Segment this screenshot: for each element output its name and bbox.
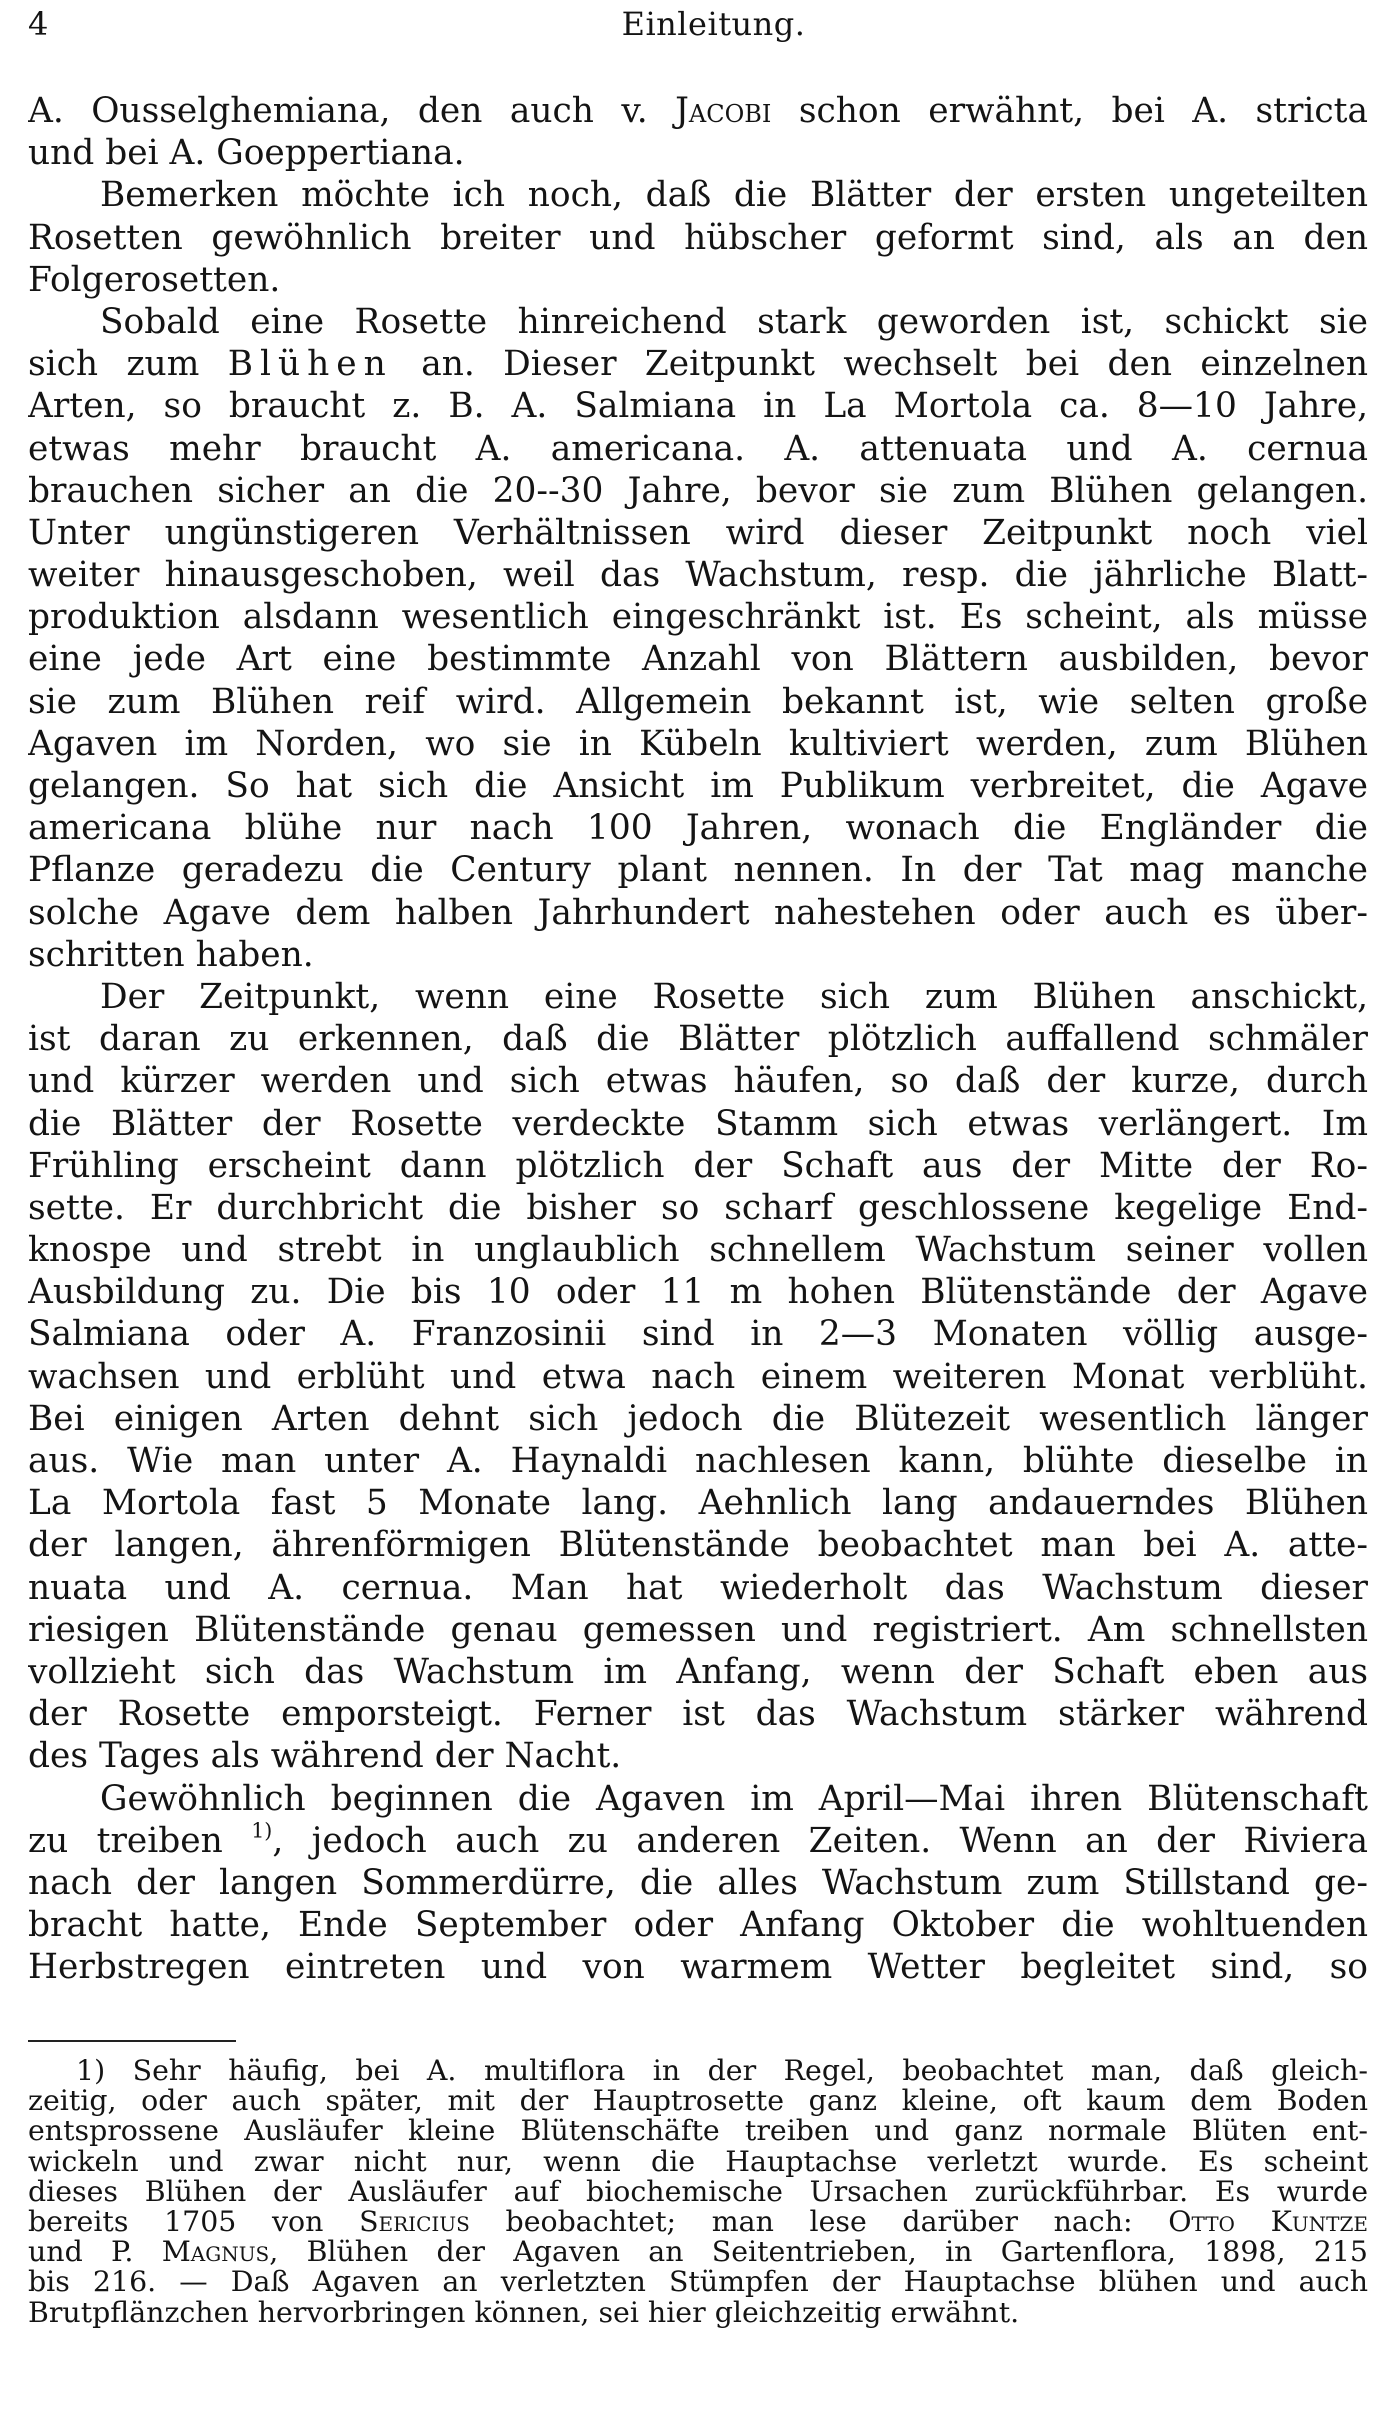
paragraph-start: Der Zeitpunkt, wenn eine Rosette sich zum Blühen anschickt, (100, 976, 1368, 1017)
author-name: Otto Kuntze (1168, 2206, 1368, 2238)
text-line: La Mortola fast 5 Monate lang. Aehnlich lang andauerndes Blühen (28, 1483, 1368, 1524)
paragraph-start: Bemerken möchte ich noch, daß die Blätter der ersten ungeteilten (100, 175, 1368, 216)
footnote-line: wickeln und zwar nicht nur, wenn die Hauptachse verletzt wurde. Es scheint (28, 2146, 1368, 2177)
footnote-line: und P. Magnus, Blühen der Agaven an Seitentrieben, in Gartenflora, 1898, 215 (28, 2237, 1368, 2268)
footnote-line: entsprossene Ausläufer kleine Blütenschäfte treiben und ganz normale Blüten ent- (28, 2116, 1368, 2147)
text-line: nuata und A. cernua. Man hat wiederholt das Wachstum dieser (28, 1567, 1368, 1608)
text-line: aus. Wie man unter A. Haynaldi nachlesen kann, blühte dieselbe in (28, 1441, 1368, 1481)
text-line: Agaven im Norden, wo sie in Kübeln kultiviert werden, zum Blühen (28, 723, 1368, 764)
text-line: weiter hinausgeschoben, weil das Wachstum, resp. die jährliche Blatt- (28, 555, 1368, 596)
text-line: eine jede Art eine bestimmte Anzahl von Blättern ausbilden, bevor (28, 639, 1368, 680)
text-line: riesigen Blütenstände genau gemessen und registriert. Am schnellsten (28, 1609, 1368, 1650)
text-line: gelangen. So hat sich die Ansicht im Publikum verbreitet, die Agave (28, 766, 1368, 806)
author-name: Magnus (161, 2237, 270, 2268)
footnote-line: bis 216. — Daß Agaven an verletzten Stümpfen der Hauptachse blühen und auch (28, 2267, 1368, 2298)
text-line: sie zum Blühen reif wird. Allgemein bekannt ist, wie selten große (28, 681, 1368, 722)
text-line: Rosetten gewöhnlich breiter und hübscher geformt sind, als an den (28, 217, 1368, 258)
text-line: Ausbildung zu. Die bis 10 oder 11 m hohen Blütenstände der Agave (28, 1272, 1368, 1313)
text-line: schritten haben. (28, 934, 314, 975)
text-line: und bei A. Goeppertiana. (28, 133, 465, 174)
text-line: ist daran zu erkennen, daß die Blätter plötzlich auffallend schmäler (28, 1019, 1368, 1060)
text-line: Folgerosetten. (28, 259, 281, 300)
author-name: Jacobi (675, 91, 772, 131)
author-name: Sericius (359, 2206, 470, 2238)
main-text (28, 90, 1368, 1988)
text-line: sette. Er durchbricht die bisher so scharf geschlossene kegelige End- (28, 1187, 1368, 1228)
page-number: 4 (28, 5, 49, 43)
text-line: des Tages als während der Nacht. (28, 1736, 622, 1777)
text-line: wachsen und erblüht und etwa nach einem weiteren Monat verblüht. (28, 1356, 1368, 1397)
text-line: Unter ungünstigeren Verhältnissen wird dieser Zeitpunkt noch viel (28, 512, 1368, 553)
text-line: Pflanze geradezu die Century plant nennen. In der Tat mag manche (28, 850, 1368, 891)
footnote-divider (28, 2040, 236, 2042)
text-line: und kürzer werden und sich etwas häufen, so daß der kurze, durch (28, 1061, 1368, 1102)
text-line: Herbstregen eintreten und von warmem Wetter begleitet sind, so (28, 1947, 1368, 1988)
emphasis-spaced: Blühen (227, 344, 393, 385)
footnote-line: bereits 1705 von Sericius beobachtet; man lese darüber nach: Otto Kuntze (28, 2206, 1368, 2238)
footnote (28, 2056, 1368, 2328)
running-title: Einleitung. (621, 5, 806, 43)
text-line: produktion alsdann wesentlich eingeschränkt ist. Es scheint, als müsse (28, 597, 1368, 638)
text-line: Bei einigen Arten dehnt sich jedoch die Blütezeit wesentlich länger (28, 1398, 1368, 1439)
paragraph-start: Gewöhnlich beginnen die Agaven im April—Mai ihren Blütenschaft (100, 1778, 1368, 1819)
text-line: Frühling erscheint dann plötzlich der Schaft aus der Mitte der Ro- (28, 1145, 1368, 1186)
text-line: brauchen sicher an die 20--30 Jahre, bevor sie zum Blühen gelangen. (28, 470, 1368, 511)
text-line: vollzieht sich das Wachstum im Anfang, wenn der Schaft eben aus (28, 1651, 1368, 1692)
text-line: der Rosette emporsteigt. Ferner ist das Wachstum stärker während (28, 1694, 1368, 1735)
text-line: etwas mehr braucht A. americana. A. attenuata und A. cernua (28, 428, 1368, 469)
paragraph-start: Sobald eine Rosette hinreichend stark geworden ist, schickt sie (100, 301, 1368, 342)
footnote-ref[interactable]: 1) (251, 1819, 273, 1843)
text-line: Salmiana oder A. Franzosinii sind in 2—3 Monaten völlig ausge- (28, 1314, 1368, 1355)
text-line: americana blühe nur nach 100 Jahren, wonach die Engländer die (28, 808, 1368, 849)
text-line: Arten, so braucht z. B. A. Salmiana in La Mortola ca. 8—10 Jahre, (28, 386, 1368, 427)
footnote-line: Brutpflänzchen hervorbringen können, sei hier gleichzeitig erwähnt. (28, 2297, 1020, 2328)
text-line: sich zum Blühen an. Dieser Zeitpunkt wechselt bei den einzelnen (28, 344, 1368, 385)
text-line: knospe und strebt in unglaublich schnellem Wachstum seiner vollen (28, 1230, 1368, 1271)
text-line: bracht hatte, Ende September oder Anfang Oktober die wohltuenden (28, 1905, 1368, 1946)
text-line: solche Agave dem halben Jahrhundert nahestehen oder auch es über- (28, 892, 1368, 933)
text-line: nach der langen Sommerdürre, die alles Wachstum zum Stillstand ge- (28, 1862, 1368, 1903)
text-line: die Blätter der Rosette verdeckte Stamm sich etwas verlängert. Im (28, 1103, 1368, 1144)
text-line: zu treiben $^{1)}$, jedoch auch zu anderen Zeiten. Wenn an der Riviera (28, 1819, 1368, 1861)
footnote-line: dieses Blühen der Ausläufer auf biochemische Ursachen zurückführbar. Es wurde (28, 2176, 1368, 2207)
text-line: der langen, ährenförmigen Blütenstände beobachtet man bei A. atte- (28, 1525, 1368, 1566)
text-line: A. Ousselghemiana, den auch v. Jacobi schon erwähnt, bei A. stricta (28, 91, 1368, 131)
footnote-line: zeitig, oder auch später, mit der Hauptrosette ganz kleine, oft kaum dem Boden (28, 2086, 1368, 2117)
footnote-line: 1) Sehr häufig, bei A. multiflora in der Regel, beobachtet man, daß gleich- (76, 2056, 1368, 2087)
running-header (28, 2, 1399, 46)
